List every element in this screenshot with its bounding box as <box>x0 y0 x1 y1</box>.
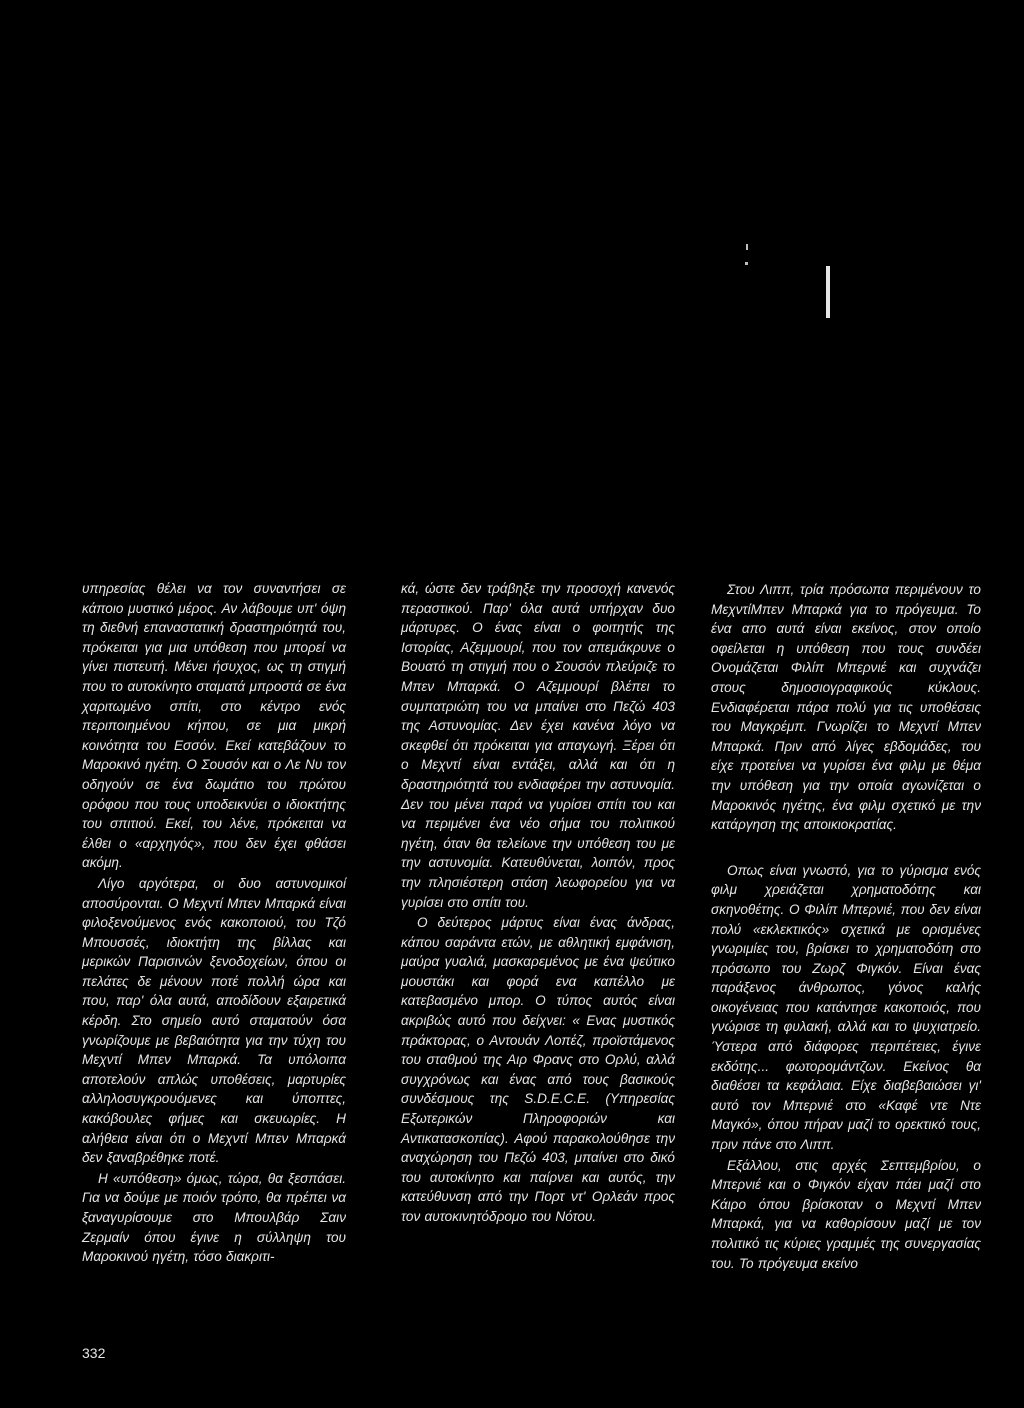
paragraph: Ο δεύτερος μάρτυς είναι ένας άνδρας, κάπου σαράντα ετών, με αθλητική εμφάνιση, μαύρα γυαλιά, μασκαρεμένος με ένα ψεύτικο μουστάκι και φορά ενα καπέλλο με κατεβασμένο μπορ. Ο τύπος αυτός είναι ακριβώς αυτό που δείχνει: « Ενας μυστικός πράκτορας, ο Αντουάν Λοπέζ, προϊστάμενος του σταθμού της Αιρ Φρανς στο Ορλύ, αλλά συγχρόνως και ένας από τους βασικούς συνδέσμους της S.D.E.C.E. (Υπηρεσίας Εξωτερικών Πληροφοριών και Αντικατασκοπίας). Αφού παρακολούθησε την αναχώρηση του Πεζώ 403, μπαίνει στο δικό του αυτοκίνητο και παίρνει και αυτός, την κατεύθυνση από την Πορτ ντ' Ορλεάν προς τον αυτοκινητόδρομο του Νότου. <box>401 915 675 1224</box>
photo-speck <box>745 262 748 265</box>
paragraph: Λίγο αργότερα, οι δυο αστυνομικοί αποσύρονται. Ο Μεχντί Μπεν Μπαρκά είναι φιλοξενούμενος ενός κακοποιού, του Τζό Μπουσσές, ιδιοκτήτη της βίλλας και μερικών Παρισινών ξενοδοχείων, όπου οι πελάτες δε μένουν ποτέ πολλή ώρα και που, παρ' όλα αυτά, αποδίδουν εξαιρετικά κέρδη. Στο σημείο αυτό σταματούν όσα γνωρίζουμε με βεβαιότητα για την τύχη του Μεχντί Μπεν Μπαρκά. Τα υπόλοιπα αποτελούν απλώς υποθέσεις, μαρτυρίες αλληλοσυγκρουόμενες και ύποπτες, κακόβουλες φήμες και σκευωρίες. Η αλήθεια είναι ότι ο Μεχντί Μπεν Μπαρκά δεν ξαναβρέθηκε ποτέ. <box>82 875 346 1166</box>
paragraph: Η «υπόθεση» όμως, τώρα, θα ξεσπάσει. Για να δούμε με ποιόν τρόπο, θα πρέπει να ξαναγυρίσουμε στο Μπουλβάρ Σαιν Ζερμαίν όπου έγινε η σύλληψη του Μαροκινού ηγέτη, τόσο διακριτι- <box>82 1170 346 1265</box>
paragraph: κά, ώστε δεν τράβηξε την προσοχή κανενός περαστικού. Παρ' όλα αυτά υπήρχαν δυο μάρτυρες. Ο ένας είναι ο φοιτητής της Ιστορίας, Αζεμμουρί, που τον απεμάκρυνε ο Βουατό τη στιγμή που ο Σουσόν πλεύριζε το Μπεν Μπαρκά. Ο Αζεμμουρί βλέπει το συμπατριώτη του να μπαίνει στο Πεζώ 403 της Αστυνομίας. Δεν έχει κανένα λόγο να σκεφθεί ότι πρόκειται για απαγωγή. Ξέρει ότι ο Μεχντί είναι εντάξει, αλλά και ότι η δραστηριότητά του ενδιαφέρει την αστυνομία. Δεν του μένει παρά να γυρίσει σπίτι του και να περιμένει ένα νέο σήμα του πολιτικού ηγέτη, όταν θα τελείωνε την υπόθεση του με την αστυνομία. Κατευθύνεται, λοιπόν, προς την πλησιέστερη στάση λεωφορείου για να γυρίσει στο σπίτι του. <box>401 581 675 910</box>
column-2 <box>401 579 675 1227</box>
page-number: 332 <box>82 1345 106 1361</box>
photo-speck <box>746 244 748 250</box>
column-3 <box>711 579 981 1273</box>
paragraph: Εξάλλου, στις αρχές Σεπτεμβρίου, ο Μπερνιέ και ο Φιγκόν είχαν πάει μαζί στο Κάιρο όπου βρίσκοταν ο Μεχντί Μπεν Μπαρκά, για να καθορίσουν μαζί με τον πολιτικό τις κύριες γραμμές της συνεργασίας του. Το πρόγευμα εκείνο <box>711 1157 981 1271</box>
paragraph: υπηρεσίας θέλει να τον συναντήσει σε κάποιο μυστικό μέρος. Αν λάβουμε υπ' όψη τη διεθνή επαναστατική δραστηριότητά του, πρόκειται για μια υπόθεση που μπορεί να γίνει πιστευτή. Μένει ήσυχος, ως τη στιγμή που το αυτοκίνητο σταματά μπροστά σε ένα χαριτωμένο σπίτι, στο κέντρο ενός περιποιημένου κήπου, σε μια μικρή κοινότητα του Εσσόν. Εκεί κατεβάζουν το Μαροκινό ηγέτη. Ο Σουσόν και ο Λε Νυ τον οδηγούν σε ένα δωμάτιο του πρώτου ορόφου που τους υποδεικνύει ο ιδιοκτήτης του σπιτιού. Εκεί, του λένε, πρόκειται να έλθει ο «αρχηγός», που δεν έχει φθάσει ακόμη. <box>82 581 346 871</box>
paragraph: Οπως είναι γνωστό, για το γύρισμα ενός φιλμ χρειάζεται χρηματοδότης και σκηνοθέτης. Ο Φιλίπ Μπερνιέ, που δεν είναι πολύ «εκλεκτικός» σχετικά με ορισμένες γνωριμίες του, βρίσκει το χρηματοδότη στο πρόσωπο του Ζωρζ Φιγκόν. Είναι ένας παράξενος άνθρωπος, γόνος καλής οικογένειας που κατάντησε κακοποιός, που γνώρισε τη φυλακή, αλλά και το ψυχιατρείο. Ύστερα από διάφορες περιπέτειες, έγινε εκδότης... φωτορομάντζων. Εκείνος θα διαθέσει τα κεφάλαια. Είχε διαβεβαιώσει γι' αυτό τον Μπερνιέ στο «Καφέ ντε Ντε Μαγκό», όπου πήραν μαζί το ορεκτικό τους, πριν πάνε στο Λιππ. <box>711 862 981 1153</box>
text-columns <box>82 579 1008 1359</box>
column-1 <box>82 579 346 1267</box>
photo-vertical-mark <box>826 266 830 318</box>
paragraph: Στου Λιππ, τρία πρόσωπα περιμένουν το ΜεχντίΜπεν Μπαρκά για το πρόγευμα. Το ένα απο αυτά είναι εκείνος, στον οποίο οφείλεται η υπόθεση που τους συνδέει Ονομάζεται Φιλίπ Μπερνιέ και συχνάζει στους δημοσιογραφικούς κύκλους. Ενδιαφέρεται πάρα πολύ για τις υποθέσεις του Μαγκρέμπ. Γνωρίζει το Μεχντί Μπεν Μπαρκά. Πριν από λίγες εβδομάδες, του είχε προτείνει να γυρίσει ένα φιλμ με θέμα την υπόθεση για την οποία αγωνίζεται ο Μαροκινός ηγέτης, ένα φιλμ σχετικό με την κατάργηση της αποικιοκρατίας. <box>711 582 981 833</box>
